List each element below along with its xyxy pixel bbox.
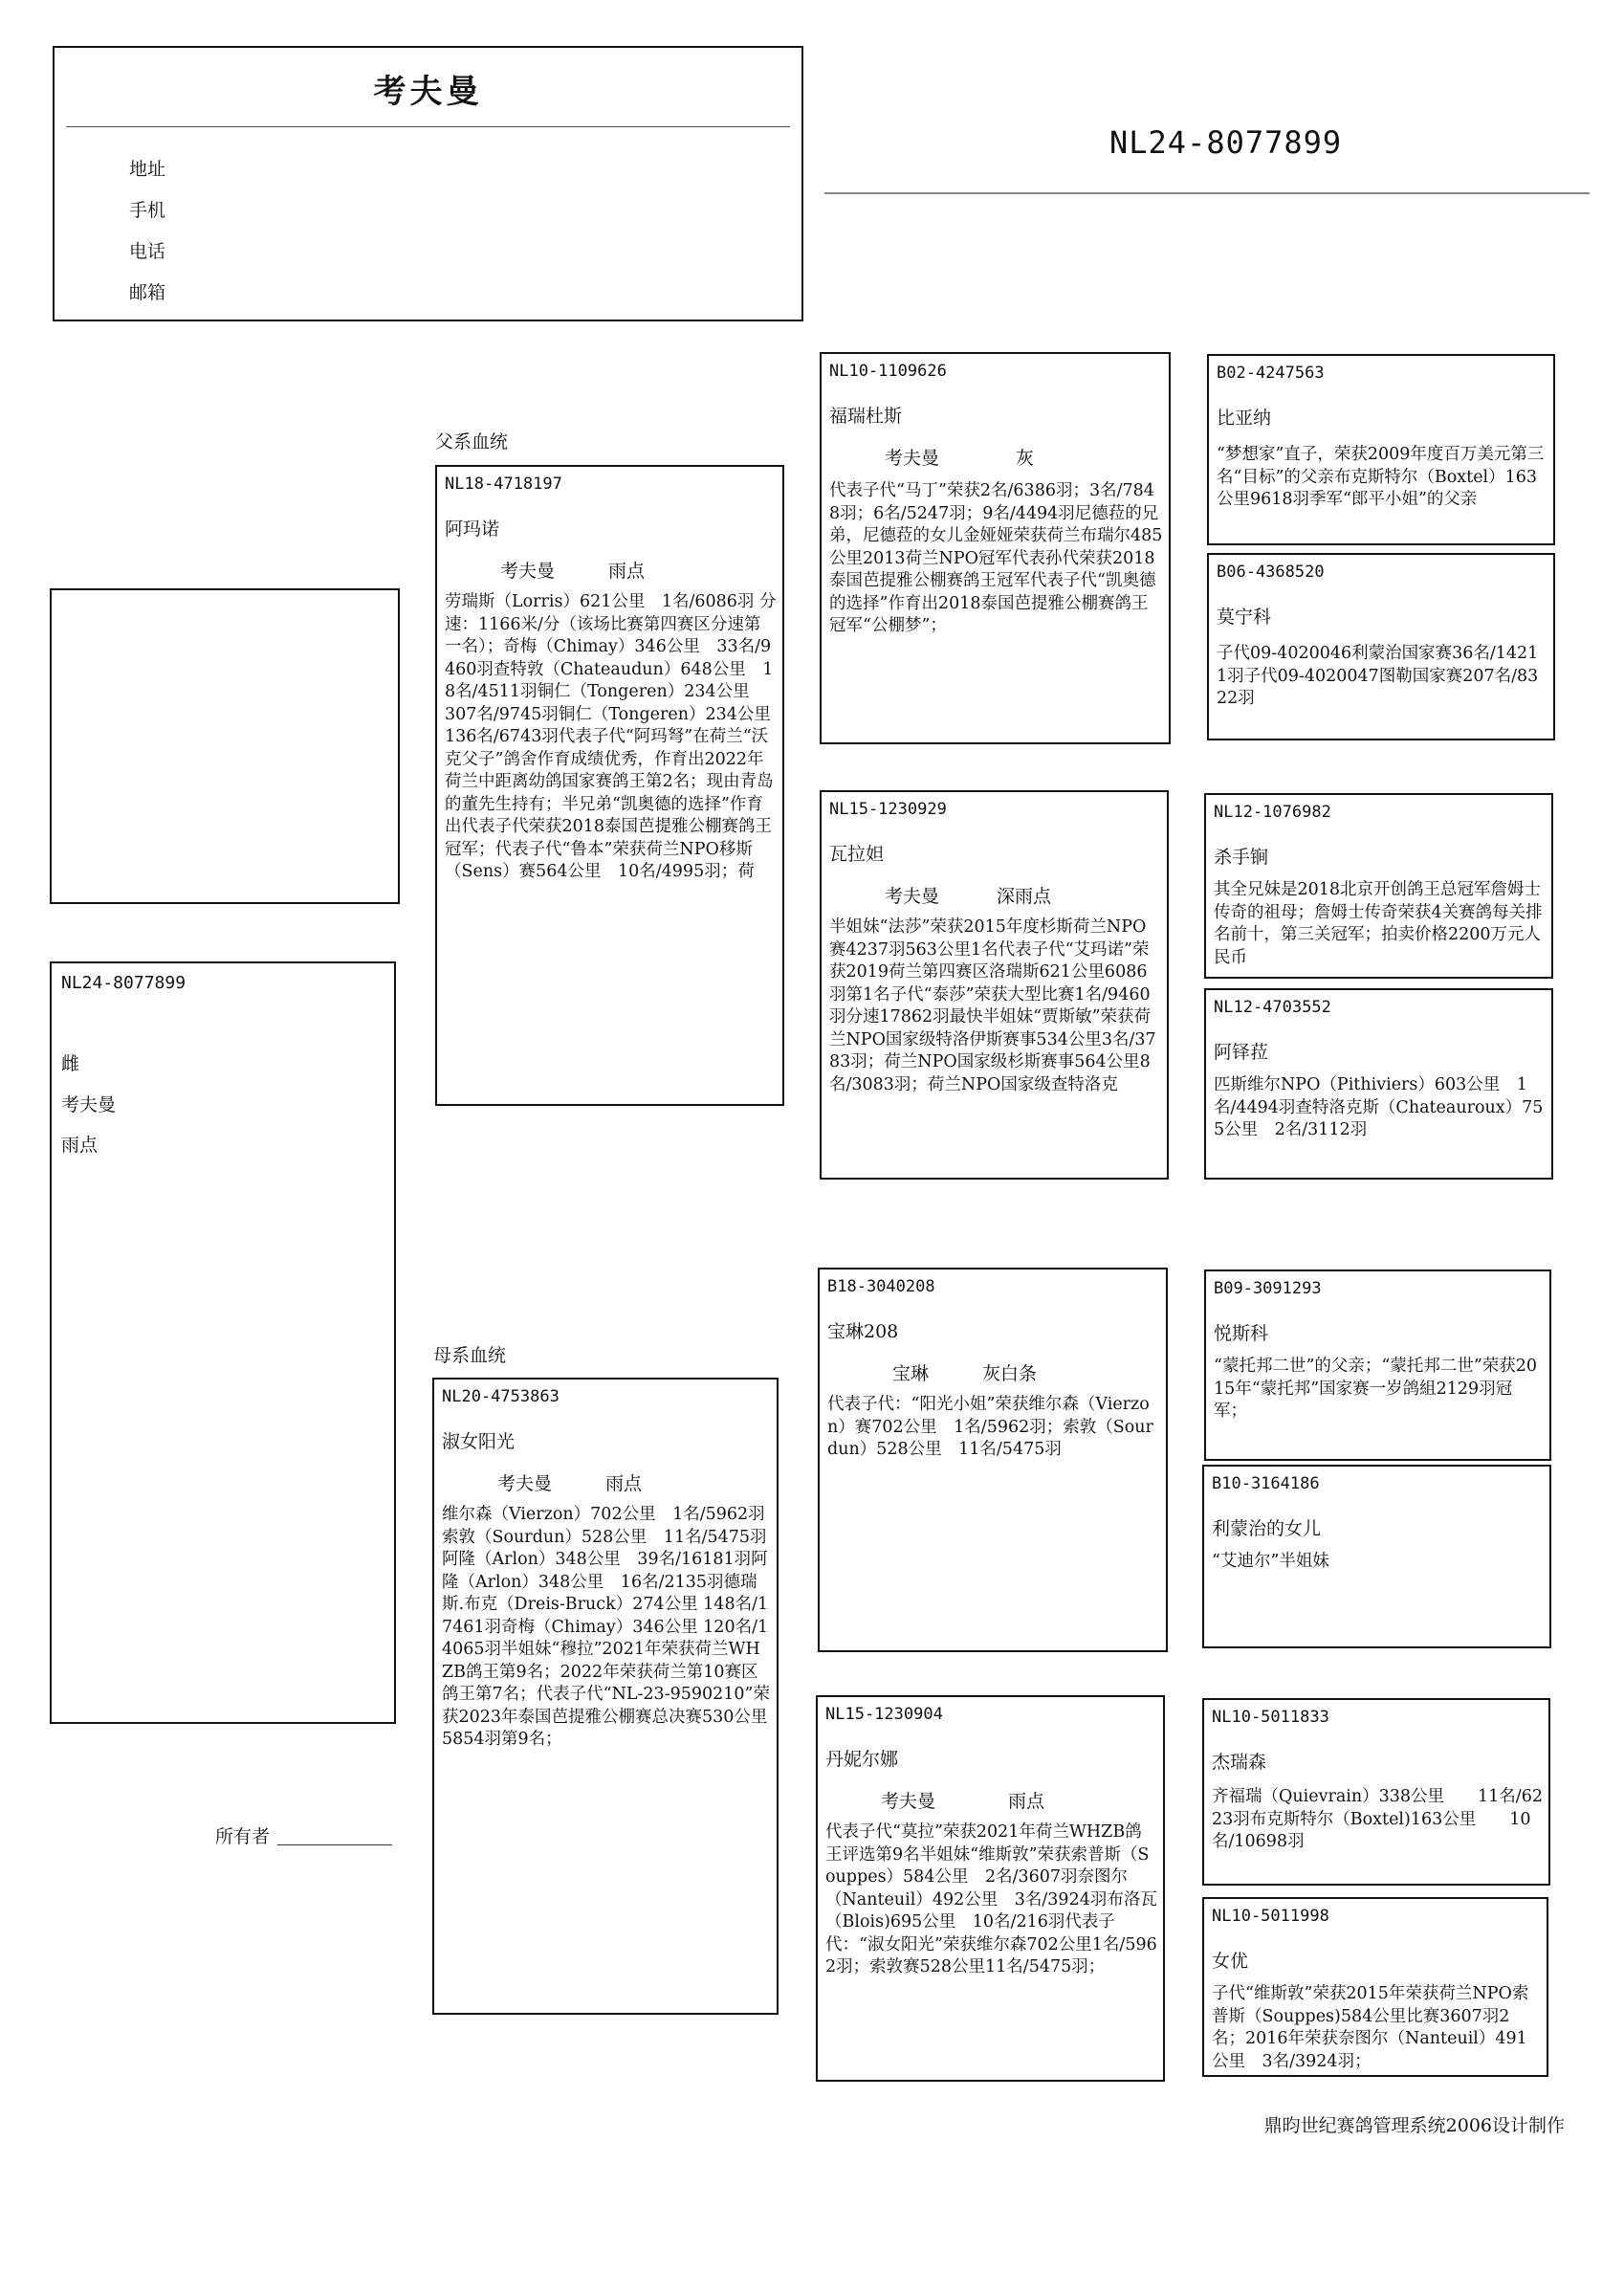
- subject-box: [50, 961, 396, 1724]
- sire-line-label: 父系血统: [435, 431, 509, 453]
- dam-sire-dam-description: “艾迪尔”半姐妹: [1212, 1552, 1329, 1571]
- dam-dam-dam-description: 子代“维斯敦”荣获2015年荣获荷兰NPO索普斯（Souppes)584公里比赛3607羽2名；2016年荣获奈图尔（Nanteuil）491公里 3名/3924羽；: [1212, 1984, 1529, 2071]
- dam-meta: [497, 1469, 642, 1495]
- dam-dam-meta: [881, 1787, 1044, 1813]
- sire-description: 劳瑞斯（Lorris）621公里 1名/6086羽 分速：1166米/分（该场比赛第四赛区分速第一名）；奇梅（Chimay）346公里 33名/9460羽查特敦（Chateaudun）648公里 18名/4511羽铜仁（Tongeren）234公里 307名/9745羽铜仁（Tongeren）234公里 136名/6743羽代表子代“阿玛弩”在荷兰“沃克父子”鸽舍作育成绩优秀，作育出2022年荷兰中距离幼鸽国家赛鸽王第2名；现由青岛的董先生持有；半兄弟“凯奥德的选择”作育出代表子代荣获2018泰国芭提雅公棚赛鸽王冠军；代表子代“鲁本”荣获荷兰NPO移斯（Sens）赛564公里 10名/4995羽；荷: [445, 592, 788, 881]
- dam-sire-box: [818, 1268, 1168, 1652]
- sire-sire-sire-ring: B02-4247563: [1217, 364, 1325, 383]
- dam-description: 维尔森（Vierzon）702公里 1名/5962羽索敦（Sourdun）528公里 11名/5475羽阿隆（Arlon）348公里 39名/16181羽阿隆（Arlon）348公里 16名/2135羽德瑞斯.布克（Dreis-Bruck）274公里 148名/17461羽奇梅（Chimay）346公里 120名/14065羽半姐妹“穆拉”2021年荣获荷兰WHZB鸽王第9名；2022年荣获荷兰第10赛区鸽王第7名；代表子代“NL-23-9590210”荣获2023年泰国芭提雅公棚赛总决赛530公里5854羽第9名；: [442, 1505, 770, 1749]
- sire-sire-meta: [885, 444, 1034, 470]
- sire-sire-sire-box: [1207, 354, 1555, 545]
- footer-credit: 鼎昀世纪赛鸽管理系统2006设计制作: [1263, 2115, 1565, 2136]
- sire-dam-color: 深雨点: [997, 886, 1052, 907]
- owner-title: 考夫曼: [373, 73, 483, 111]
- dam-dam-dam-name: 女优: [1212, 1951, 1249, 1972]
- dam-dam-dam-ring: NL10-5011998: [1212, 1907, 1329, 1926]
- sire-sire-color: 灰: [1016, 448, 1035, 469]
- dam-line-label: 母系血统: [433, 1345, 507, 1366]
- owner-label: 所有者: [215, 1826, 271, 1847]
- dam-sire-name: 宝琳208: [827, 1321, 899, 1342]
- dam-sire-description: 代表子代：“阳光小姐”荣获维尔森（Vierzon）赛702公里 1名/5962羽；索敦（Sourdun）528公里 11名/5475羽: [827, 1395, 1153, 1459]
- dam-ring: NL20-4753863: [442, 1387, 560, 1406]
- email-label: 邮箱: [129, 282, 166, 303]
- dam-sire-dam-name: 利蒙治的女儿: [1212, 1518, 1322, 1539]
- dam-dam-name: 丹妮尔娜: [825, 1749, 899, 1770]
- dam-breeder: 考夫曼: [497, 1473, 553, 1494]
- dam-dam-description: 代表子代“莫拉”荣获2021年荷兰WHZB鸽王评选第9名半姐妹“维斯敦”荣获索普斯（Souppes）584公里 2名/3607羽奈图尔（Nanteuil）492公里 3名/3924羽布洛瓦（Blois)695公里 10名/216羽代表子代：“淑女阳光”荣获维尔森702公里1名/5962羽；索敦赛528公里11名/5475羽；: [825, 1822, 1157, 1976]
- sire-dam-dam-description: 匹斯维尔NPO（Pithiviers）603公里 1名/4494羽查特洛克斯（Chateauroux）755公里 2名/3112羽: [1214, 1075, 1544, 1139]
- dam-name: 淑女阳光: [442, 1431, 516, 1452]
- dam-dam-breeder: 考夫曼: [881, 1791, 936, 1812]
- subject-ring: NL24-8077899: [61, 973, 187, 993]
- sire-ring: NL18-4718197: [445, 475, 562, 494]
- ring-divider: [824, 192, 1590, 194]
- main-ring-number: NL24-8077899: [1109, 124, 1343, 161]
- sire-sire-ring: NL10-1109626: [829, 362, 947, 381]
- dam-sire-sire-ring: B09-3091293: [1214, 1279, 1322, 1298]
- sire-dam-sire-name: 杀手锏: [1214, 847, 1269, 868]
- header-divider: [66, 126, 790, 127]
- dam-color: 雨点: [605, 1473, 643, 1494]
- dam-sire-ring: B18-3040208: [827, 1277, 935, 1296]
- sire-dam-box: [820, 790, 1169, 1180]
- dam-sire-color: 灰白条: [982, 1363, 1038, 1384]
- dam-dam-dam-box: [1202, 1897, 1548, 2077]
- sire-dam-description: 半姐妹“法莎”荣获2015年度杉斯荷兰NPO赛4237羽563公里1名代表子代“艾玛诺”荣获2019荷兰第四赛区洛瑞斯621公里6086羽第1名子代“泰莎”荣获大型比赛1名/9460羽分速17862羽最快半姐妹“贾斯敏”荣获荷兰NPO国家级特洛伊斯赛事534公里3名/3783羽；荷兰NPO国家级杉斯赛事564公里8名/3083羽；荷兰NPO国家级查特洛克: [829, 917, 1156, 1094]
- sire-name: 阿玛诺: [445, 519, 500, 540]
- sire-dam-meta: [885, 882, 1051, 908]
- sire-dam-breeder: 考夫曼: [885, 886, 940, 907]
- sire-breeder: 考夫曼: [500, 561, 556, 582]
- dam-sire-meta: [892, 1359, 1037, 1385]
- sire-sire-sire-description: “梦想家”直子，荣获2009年度百万美元第三名“目标”的父亲布克斯特尔（Boxtel）163公里9618羽季军“郎平小姐”的父亲: [1217, 445, 1545, 509]
- dam-box: [432, 1378, 779, 2015]
- sire-dam-dam-ring: NL12-4703552: [1214, 998, 1331, 1017]
- photo-placeholder: [50, 588, 400, 904]
- sire-sire-breeder: 考夫曼: [885, 448, 940, 469]
- dam-sire-sire-name: 悦斯科: [1214, 1323, 1269, 1344]
- dam-sire-breeder: 宝琳: [892, 1363, 930, 1384]
- dam-dam-sire-name: 杰瑞森: [1212, 1752, 1267, 1773]
- sire-sire-dam-description: 子代09-4020046利蒙治国家赛36名/14211羽子代09-4020047图勒国家赛207名/8322羽: [1217, 644, 1539, 708]
- sire-meta: [500, 557, 645, 583]
- sire-dam-ring: NL15-1230929: [829, 800, 947, 819]
- sire-dam-sire-box: [1204, 793, 1553, 979]
- sire-sire-dam-name: 莫宁科: [1217, 607, 1272, 628]
- phone-label: 电话: [129, 241, 166, 262]
- owner-header-box: [53, 46, 803, 321]
- owner-signature-line: [277, 1844, 392, 1845]
- sire-sire-dam-box: [1207, 553, 1555, 740]
- dam-dam-box: [816, 1695, 1165, 2082]
- dam-dam-ring: NL15-1230904: [825, 1705, 943, 1724]
- subject-breeder: 考夫曼: [61, 1094, 117, 1115]
- sire-dam-sire-description: 其全兄妹是2018北京开创鸽王总冠军詹姆士传奇的祖母；詹姆士传奇荣获4关赛鸽每关排名前十，第三关冠军；拍卖价格2200万元人民币: [1214, 880, 1543, 967]
- dam-sire-dam-box: [1202, 1465, 1551, 1648]
- dam-sire-dam-ring: B10-3164186: [1212, 1474, 1320, 1493]
- dam-dam-color: 雨点: [1008, 1791, 1045, 1812]
- sire-color: 雨点: [608, 561, 646, 582]
- sire-sire-box: [820, 352, 1171, 744]
- dam-sire-sire-description: “蒙托邦二世”的父亲；“蒙托邦二世”荣获2015年“蒙托邦”国家赛一岁鸽組2129羽冠军；: [1214, 1357, 1538, 1421]
- subject-sex: 雌: [61, 1053, 80, 1074]
- dam-sire-sire-box: [1204, 1269, 1551, 1461]
- sire-dam-sire-ring: NL12-1076982: [1214, 803, 1331, 822]
- sire-dam-name: 瓦拉妲: [829, 844, 885, 865]
- mobile-label: 手机: [129, 200, 166, 221]
- sire-box: [435, 465, 788, 1106]
- sire-sire-description: 代表子代“马丁”荣获2名/6386羽；3名/7848羽；6名/5247羽；9名/4494羽尼德菈的兄弟，尼德菈的女儿金娅娅荣获荷兰布瑞尔485公里2013荷兰NPO冠军代表孙代荣获2018泰国芭提雅公棚赛鸽王冠军代表子代“凯奥德的选择”作育出2018泰国芭提雅公棚赛鸽王冠军“公棚梦”；: [829, 481, 1163, 635]
- sire-sire-name: 福瑞杜斯: [829, 406, 903, 427]
- subject-color: 雨点: [61, 1135, 99, 1156]
- sire-sire-sire-name: 比亚纳: [1217, 408, 1272, 429]
- dam-dam-sire-description: 齐福瑞（Quievrain）338公里 11名/6223羽布克斯特尔（Boxtel)163公里 10名/10698羽: [1212, 1787, 1543, 1851]
- dam-dam-sire-box: [1202, 1698, 1550, 1886]
- sire-dam-dam-box: [1204, 988, 1553, 1180]
- address-label: 地址: [129, 159, 166, 180]
- dam-dam-sire-ring: NL10-5011833: [1212, 1708, 1329, 1727]
- sire-dam-dam-name: 阿铎菈: [1214, 1042, 1269, 1063]
- sire-sire-dam-ring: B06-4368520: [1217, 563, 1325, 582]
